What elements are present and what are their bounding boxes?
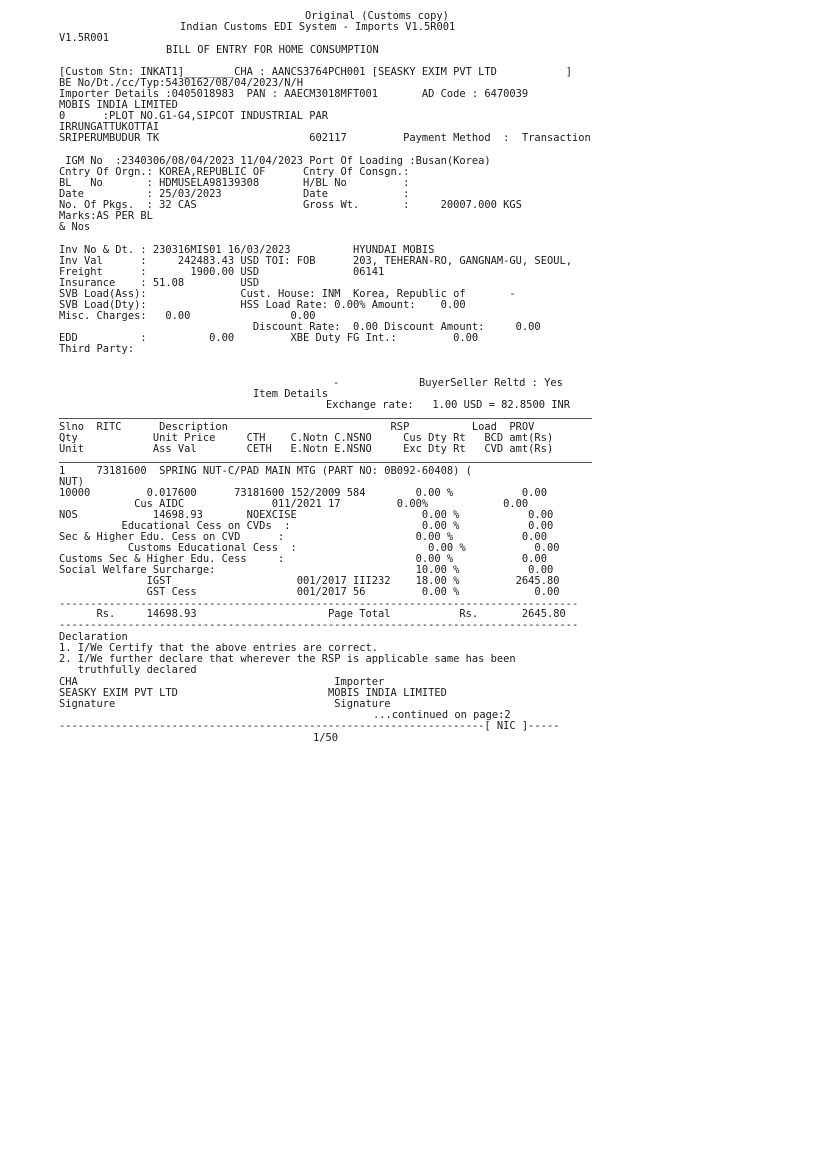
item-row: Customs Educational Cess : 0.00 % 0.00 (59, 542, 560, 554)
table-top-rule (59, 418, 592, 419)
item-row: NOS 14698.93 NOEXCISE 0.00 % 0.00 (59, 509, 554, 521)
item-row: Cus AIDC 011/2021 17 0.00% 0.00 (59, 498, 529, 510)
page-total-line: Rs. 14698.93 Page Total Rs. 2645.80 (59, 608, 566, 620)
item-row: 1 73181600 SPRING NUT-C/PAD MAIN MTG (PART NO: 0B092-60408) ( (59, 465, 472, 477)
dash-mark: - (333, 377, 340, 389)
nos-line: & Nos (59, 221, 91, 233)
column-header-row-1: Slno RITC Description RSP Load PROV (59, 421, 535, 433)
country-line: Cntry Of Orgn.: KOREA,REPUBLIC OF Cntry Of Consgn.: (59, 166, 410, 178)
custom-station-line: [Custom Stn: INKAT1]________CHA : AANCS3764PCH001 [SEASKY EXIM PVT LTD ] (59, 66, 572, 78)
importer-address-line-3: SRIPERUMBUDUR TK 602117 Payment Method : Transaction (59, 132, 591, 144)
freight-line: Freight : 1900.00 USD 06141 (59, 266, 385, 278)
svb-load-dty-line: SVB Load(Dty): HSS Load Rate: 0.00% Amount: 0.00 (59, 299, 466, 311)
exchange-rate: Exchange rate: 1.00 USD = 82.8500 INR (326, 399, 570, 411)
item-row: Sec & Higher Edu. Cess on CVD : 0.00 % 0.00 (59, 531, 547, 543)
signatory-names: SEASKY EXIM PVT LTD MOBIS INDIA LIMITED (59, 687, 447, 699)
insurance-line: Insurance : 51.08 USD (59, 277, 260, 289)
bl-number-line: BL No : HDMUSELA98139308 H/BL No : (59, 177, 410, 189)
importer-address-line-1: 0 :PLOT NO.G1-G4,SIPCOT INDUSTRIAL PAR (59, 110, 328, 122)
importer-name: MOBIS INDIA LIMITED (59, 99, 178, 111)
item-details-heading: Item Details (253, 388, 329, 400)
item-row: NUT) (59, 476, 85, 488)
be-number-line: BE No/Dt./cc/Typ:5430162/08/04/2023/N/H (59, 77, 303, 89)
column-header-row-2: Qty Unit Price CTH C.Notn C.NSNO Cus Dty Rt BCD amt(Rs) (59, 432, 554, 444)
signature-labels: Signature Signature (59, 698, 391, 710)
totals-bottom-separator: ----------------------------------------------------------------------------------- (59, 620, 579, 631)
discount-line: Discount Rate: 0.00 Discount Amount: 0.00 (59, 321, 541, 333)
buyer-seller-related: BuyerSeller Reltd : Yes (419, 377, 563, 389)
item-row: IGST 001/2017 III232 18.00 % 2645.80 (59, 575, 560, 587)
totals-top-separator: ----------------------------------------------------------------------------------- (59, 599, 579, 610)
continued-note: ...continued on page:2 (373, 709, 511, 721)
importer-address-line-2: IRRUNGATTUKOTTAI (59, 121, 160, 133)
importer-details-line: Importer Details :0405018983 PAN : AAECM3018MFT001 AD Code : 6470039 (59, 88, 529, 100)
nic-footer-rule: --------------------------------------------------------------------[ NIC ]----- (59, 721, 560, 732)
bl-date-line: Date : 25/03/2023 Date : (59, 188, 410, 200)
packages-line: No. Of Pkgs. : 32 CAS Gross Wt. : 20007.000 KGS (59, 199, 522, 211)
item-row: Social Welfare Surcharge: 10.00 % 0.00 (59, 564, 554, 576)
igm-line: IGM No :2340306/08/04/2023 11/04/2023 Port Of Loading :Busan(Korea) (59, 155, 491, 167)
signatory-roles: CHA Importer (59, 676, 385, 688)
item-row: Customs Sec & Higher Edu. Cess : 0.00 % 0.00 (59, 553, 547, 565)
declaration-heading: Declaration (59, 631, 128, 643)
marks-line: Marks:AS PER BL (59, 210, 153, 222)
page-number: 1/50 (313, 732, 339, 744)
svb-load-ass-line: SVB Load(Ass): Cust. House: INM Korea, Republic of - (59, 288, 516, 300)
edd-line: EDD : 0.00 XBE Duty FG Int.: 0.00 (59, 332, 479, 344)
item-row: Educational Cess on CVDs : 0.00 % 0.00 (59, 520, 554, 532)
declaration-line-3: truthfully declared (59, 664, 197, 676)
misc-charges-line: Misc. Charges: 0.00 0.00 (59, 310, 316, 322)
item-row: 10000 0.017600 73181600 152/2009 584 0.00 % 0.00 (59, 487, 547, 499)
column-header-row-3: Unit Ass Val CETH E.Notn E.NSNO Exc Dty Rt CVD amt(Rs) (59, 443, 554, 455)
header-bottom-rule (59, 462, 592, 463)
declaration-line-1: 1. I/We Certify that the above entries are correct. (59, 642, 379, 654)
copy-label: Original (Customs copy) (305, 10, 449, 22)
third-party-line: Third Party: (59, 343, 135, 355)
version-label: V1.5R001 (59, 32, 110, 44)
system-title: Indian Customs EDI System - Imports V1.5R001 (180, 21, 456, 33)
item-row: GST Cess 001/2017 56 0.00 % 0.00 (59, 586, 560, 598)
declaration-line-2: 2. I/We further declare that wherever the RSP is applicable same has been (59, 653, 516, 665)
invoice-number-line: Inv No & Dt. : 230316MIS01 16/03/2023 HYUNDAI MOBIS (59, 244, 435, 256)
invoice-value-line: Inv Val : 242483.43 USD TOI: FOB 203, TEHERAN-RO, GANGNAM-GU, SEOUL, (59, 255, 572, 267)
document-title: BILL OF ENTRY FOR HOME CONSUMPTION (166, 44, 379, 56)
